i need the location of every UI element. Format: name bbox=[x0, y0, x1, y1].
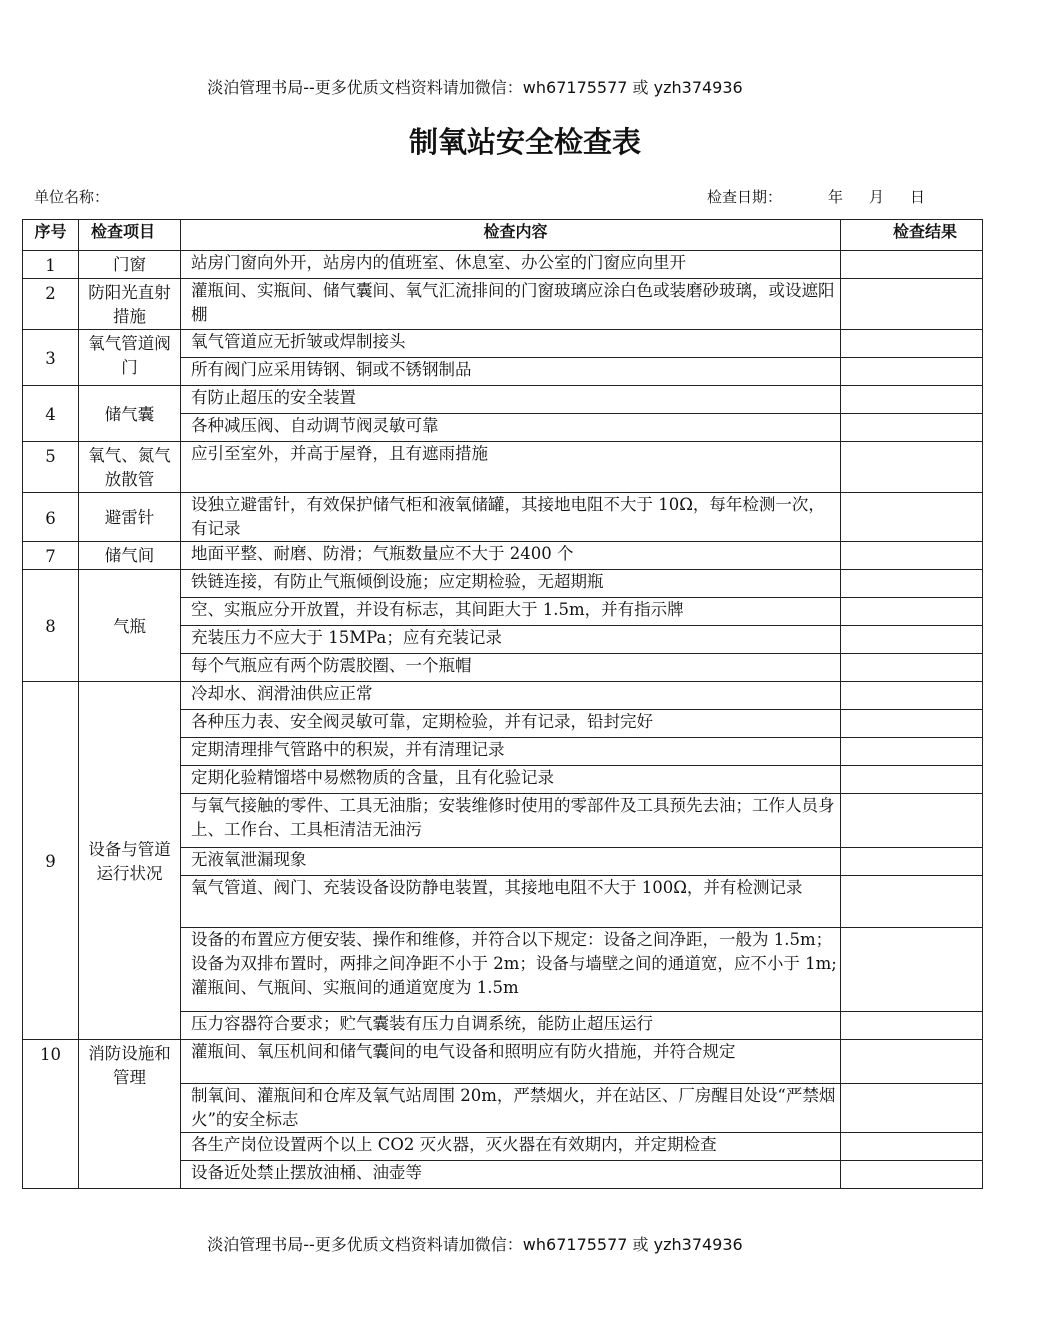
footer-watermark-note: 淡泊管理书局--更多优质文档资料请加微信：wh67175577 或 yzh374936 bbox=[207, 1235, 743, 1254]
inspection-date-label: 检查日期： bbox=[707, 188, 783, 206]
inspection-date bbox=[707, 186, 925, 207]
row-no: 8 bbox=[23, 570, 79, 682]
table-header-row bbox=[23, 220, 983, 251]
result-cell[interactable] bbox=[841, 626, 983, 654]
table-row bbox=[23, 493, 983, 542]
row-content: 灌瓶间、实瓶间、储气囊间、氧气汇流排间的门窗玻璃应涂白色或装磨砂玻璃，或设遮阳棚 bbox=[181, 279, 841, 330]
table-row bbox=[23, 442, 983, 493]
result-cell[interactable] bbox=[841, 1012, 983, 1040]
date-day: 日 bbox=[910, 188, 926, 206]
result-cell[interactable] bbox=[841, 1040, 983, 1084]
result-cell[interactable] bbox=[841, 1084, 983, 1133]
col-header-item: 检查项目 bbox=[79, 220, 181, 251]
row-no: 9 bbox=[23, 682, 79, 1040]
row-no: 4 bbox=[23, 386, 79, 442]
unit-name-label: 单位名称： bbox=[34, 188, 110, 206]
result-cell[interactable] bbox=[841, 928, 983, 1012]
row-item: 设备与管道运行状况 bbox=[79, 682, 181, 1040]
row-content: 设备的布置应方便安装、操作和维修，并符合以下规定：设备之间净距，一般为 1.5m；设备为双排布置时，两排之间净距不小于 2m；设备与墙壁之间的通道宽，应不小于 1m;灌瓶间、气瓶间、实瓶间的通道宽度为 1.5m bbox=[181, 928, 841, 1012]
row-content: 定期化验精馏塔中易燃物质的含量，且有化验记录 bbox=[181, 766, 841, 794]
row-item: 避雷针 bbox=[79, 493, 181, 542]
row-content: 充装压力不应大于 15MPa；应有充装记录 bbox=[181, 626, 841, 654]
table-row bbox=[23, 682, 983, 710]
result-cell[interactable] bbox=[841, 654, 983, 682]
result-cell[interactable] bbox=[841, 1133, 983, 1161]
result-cell[interactable] bbox=[841, 493, 983, 542]
date-year: 年 bbox=[828, 188, 844, 206]
header-watermark-note: 淡泊管理书局--更多优质文档资料请加微信：wh67175577 或 yzh374936 bbox=[207, 78, 743, 97]
result-cell[interactable] bbox=[841, 710, 983, 738]
row-content: 无液氧泄漏现象 bbox=[181, 848, 841, 876]
row-no: 1 bbox=[23, 251, 79, 279]
row-content: 定期清理排气管路中的积炭，并有清理记录 bbox=[181, 738, 841, 766]
row-content: 每个气瓶应有两个防震胶圈、一个瓶帽 bbox=[181, 654, 841, 682]
row-item: 防阳光直射措施 bbox=[79, 279, 181, 330]
row-content: 站房门窗向外开，站房内的值班室、休息室、办公室的门窗应向里开 bbox=[181, 251, 841, 279]
row-content: 各种压力表、安全阀灵敏可靠，定期检验，并有记录，铅封完好 bbox=[181, 710, 841, 738]
inspection-table bbox=[22, 219, 983, 1189]
result-cell[interactable] bbox=[841, 738, 983, 766]
row-content: 制氧间、灌瓶间和仓库及氧气站周围 20m，严禁烟火，并在站区、厂房醒目处设“严禁烟火”的安全标志 bbox=[181, 1084, 841, 1133]
table-row bbox=[23, 251, 983, 279]
row-content: 空、实瓶应分开放置，并设有标志，其间距大于 1.5m，并有指示牌 bbox=[181, 598, 841, 626]
row-item: 气瓶 bbox=[79, 570, 181, 682]
row-no: 5 bbox=[23, 442, 79, 493]
result-cell[interactable] bbox=[841, 442, 983, 493]
result-cell[interactable] bbox=[841, 330, 983, 358]
result-cell[interactable] bbox=[841, 682, 983, 710]
row-content: 所有阀门应采用铸钢、铜或不锈钢制品 bbox=[181, 358, 841, 386]
result-cell[interactable] bbox=[841, 542, 983, 570]
row-item: 消防设施和管理 bbox=[79, 1040, 181, 1189]
page-title: 制氧站安全检查表 bbox=[408, 125, 641, 159]
result-cell[interactable] bbox=[841, 1161, 983, 1189]
row-no: 2 bbox=[23, 279, 79, 330]
col-header-no: 序号 bbox=[23, 220, 79, 251]
result-cell[interactable] bbox=[841, 598, 983, 626]
result-cell[interactable] bbox=[841, 876, 983, 928]
row-no: 6 bbox=[23, 493, 79, 542]
row-content: 有防止超压的安全装置 bbox=[181, 386, 841, 414]
result-cell[interactable] bbox=[841, 570, 983, 598]
row-content: 压力容器符合要求；贮气囊装有压力自调系统，能防止超压运行 bbox=[181, 1012, 841, 1040]
row-content: 各种减压阀、自动调节阀灵敏可靠 bbox=[181, 414, 841, 442]
result-cell[interactable] bbox=[841, 794, 983, 848]
result-cell[interactable] bbox=[841, 279, 983, 330]
row-content: 与氧气接触的零件、工具无油脂；安装维修时使用的零部件及工具预先去油；工作人员身上、工作台、工具柜清洁无油污 bbox=[181, 794, 841, 848]
row-content: 氧气管道应无折皱或焊制接头 bbox=[181, 330, 841, 358]
row-content: 氧气管道、阀门、充装设备设防静电装置，其接地电阻不大于 100Ω，并有检测记录 bbox=[181, 876, 841, 928]
result-cell[interactable] bbox=[841, 848, 983, 876]
col-header-result: 检查结果 bbox=[841, 220, 983, 251]
col-header-content: 检查内容 bbox=[181, 220, 841, 251]
row-no: 10 bbox=[23, 1040, 79, 1189]
table-row bbox=[23, 570, 983, 598]
row-item: 储气间 bbox=[79, 542, 181, 570]
table-row bbox=[23, 386, 983, 414]
date-month: 月 bbox=[869, 188, 885, 206]
row-no: 3 bbox=[23, 330, 79, 386]
table-row bbox=[23, 1040, 983, 1084]
row-content: 铁链连接，有防止气瓶倾倒设施；应定期检验，无超期瓶 bbox=[181, 570, 841, 598]
row-content: 各生产岗位设置两个以上 CO2 灭火器，灭火器在有效期内，并定期检查 bbox=[181, 1133, 841, 1161]
row-content: 设备近处禁止摆放油桶、油壶等 bbox=[181, 1161, 841, 1189]
table-row bbox=[23, 330, 983, 358]
table-row bbox=[23, 542, 983, 570]
result-cell[interactable] bbox=[841, 766, 983, 794]
row-content: 地面平整、耐磨、防滑；气瓶数量应不大于 2400 个 bbox=[181, 542, 841, 570]
result-cell[interactable] bbox=[841, 414, 983, 442]
row-item: 门窗 bbox=[79, 251, 181, 279]
table-row bbox=[23, 279, 983, 330]
row-content: 应引至室外，并高于屋脊，且有遮雨措施 bbox=[181, 442, 841, 493]
row-content: 灌瓶间、氧压机间和储气囊间的电气设备和照明应有防火措施，并符合规定 bbox=[181, 1040, 841, 1084]
result-cell[interactable] bbox=[841, 358, 983, 386]
row-content: 冷却水、润滑油供应正常 bbox=[181, 682, 841, 710]
row-item: 氧气管道阀门 bbox=[79, 330, 181, 386]
row-no: 7 bbox=[23, 542, 79, 570]
row-content: 设独立避雷针，有效保护储气柜和液氧储罐，其接地电阻不大于 10Ω，每年检测一次，有记录 bbox=[181, 493, 841, 542]
result-cell[interactable] bbox=[841, 251, 983, 279]
row-item: 氧气、氮气放散管 bbox=[79, 442, 181, 493]
row-item: 储气囊 bbox=[79, 386, 181, 442]
result-cell[interactable] bbox=[841, 386, 983, 414]
